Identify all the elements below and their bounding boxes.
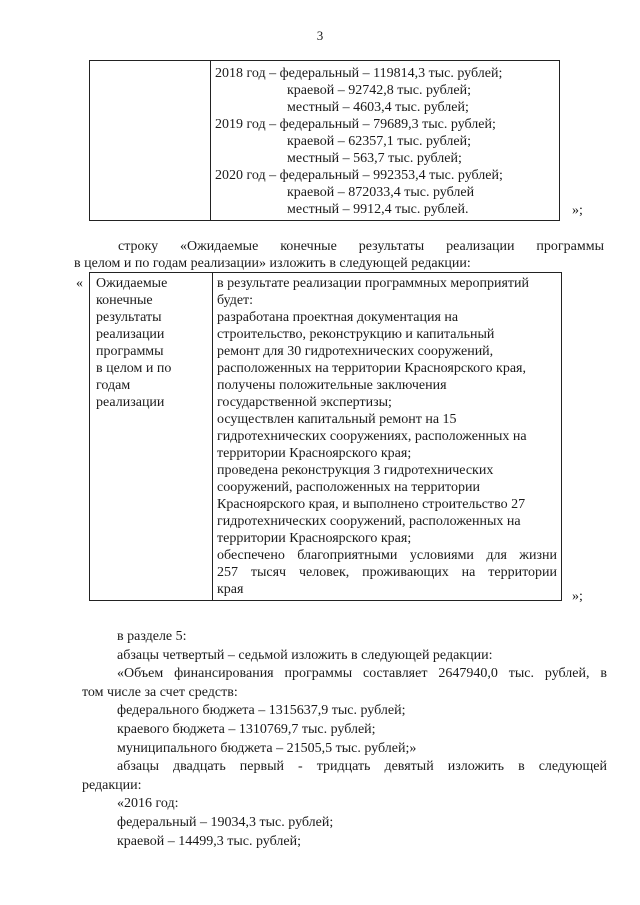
results-label-cell bbox=[90, 273, 213, 601]
result-line: Красноярского края, и выполнено строительство 27 bbox=[217, 497, 526, 512]
closing-quote: »; bbox=[572, 203, 583, 218]
table-cell-label bbox=[90, 61, 211, 221]
result-line: государственной экспертизы; bbox=[217, 395, 392, 410]
table-row bbox=[90, 273, 562, 601]
paragraph-line: федеральный – 19034,3 тыс. рублей; bbox=[117, 814, 334, 830]
opening-quote: « bbox=[76, 276, 83, 291]
result-line: проведена реконструкция 3 гидротехнических bbox=[217, 463, 494, 478]
paragraph-line: краевой – 14499,3 тыс. рублей; bbox=[117, 833, 301, 849]
section5-block bbox=[82, 628, 607, 851]
result-line: разработана проектная документация на bbox=[217, 310, 459, 325]
result-line: края bbox=[217, 582, 244, 597]
paragraph-line: «2016 год: bbox=[117, 796, 179, 812]
funding-line: 2018 год – федеральный – 119814,3 тыс. рублей; bbox=[215, 66, 503, 81]
table-row bbox=[90, 61, 560, 221]
result-line: территории Красноярского края; bbox=[217, 446, 412, 461]
paragraph-line: том числе за счет средств: bbox=[82, 684, 238, 700]
paragraph-line: краевого бюджета – 1310769,7 тыс. рублей; bbox=[117, 721, 376, 737]
funding-line: краевой – 62357,1 тыс. рублей; bbox=[287, 134, 471, 149]
paragraph-line: федерального бюджета – 1315637,9 тыс. рублей; bbox=[117, 703, 406, 719]
section-heading: в разделе 5: bbox=[117, 629, 187, 644]
funding-line: местный – 563,7 тыс. рублей; bbox=[287, 151, 462, 166]
result-line: территории Красноярского края; bbox=[217, 531, 412, 546]
result-line: расположенных на территории Красноярского края, bbox=[217, 361, 526, 376]
results-text-cell bbox=[213, 273, 562, 601]
intro-line: в целом и по годам реализации» изложить в следующей редакции: bbox=[74, 256, 471, 271]
intro-paragraph bbox=[74, 238, 604, 272]
funding-line: 2020 год – федеральный – 992353,4 тыс. рублей; bbox=[215, 168, 503, 183]
label-line: в целом и по bbox=[96, 361, 172, 376]
funding-line: местный – 4603,4 тыс. рублей; bbox=[287, 100, 469, 115]
paragraph-line: «Объем финансирования программы составляет 2647940,0 тыс. рублей, в bbox=[117, 666, 607, 682]
paragraph-line: муниципального бюджета – 21505,5 тыс. рублей;» bbox=[117, 740, 417, 756]
intro-line: строку «Ожидаемые конечные результаты реализации программы bbox=[118, 239, 604, 254]
result-line: получены положительные заключения bbox=[217, 378, 447, 393]
funding-line: краевой – 92742,8 тыс. рублей; bbox=[287, 83, 471, 98]
result-line: гидротехнических сооружений, расположенных на bbox=[217, 514, 521, 529]
page-number: 3 bbox=[316, 28, 324, 43]
result-line: ремонт для 30 гидротехнических сооружений, bbox=[217, 344, 494, 359]
funding-line: 2019 год – федеральный – 79689,3 тыс. рублей; bbox=[215, 117, 496, 132]
result-line: в результате реализации программных мероприятий bbox=[217, 276, 530, 291]
closing-quote: »; bbox=[572, 589, 583, 604]
funding-table bbox=[89, 60, 560, 221]
result-line: 257 тысяч человек, проживающих на территории bbox=[217, 565, 557, 580]
result-line: осуществлен капитальный ремонт на 15 bbox=[217, 412, 457, 427]
label-line: реализации bbox=[96, 395, 165, 410]
funding-line: местный – 9912,4 тыс. рублей. bbox=[287, 202, 469, 217]
table-cell-funding bbox=[211, 61, 560, 221]
label-line: конечные bbox=[96, 293, 153, 308]
results-table bbox=[89, 272, 562, 601]
paragraph-line: абзацы двадцать первый - тридцать девятый изложить в следующей bbox=[117, 759, 607, 775]
paragraph-line: абзацы четвертый – седьмой изложить в следующей редакции: bbox=[117, 647, 493, 663]
label-line: реализации bbox=[96, 327, 165, 342]
result-line: будет: bbox=[217, 293, 254, 308]
result-line: строительство, реконструкцию и капитальный bbox=[217, 327, 495, 342]
label-line: программы bbox=[96, 344, 164, 359]
label-line: годам bbox=[96, 378, 131, 393]
label-line: Ожидаемые bbox=[96, 276, 168, 291]
result-line: сооружений, расположенных на территории bbox=[217, 480, 480, 495]
label-line: результаты bbox=[96, 310, 162, 325]
paragraph-line: редакции: bbox=[82, 777, 142, 793]
result-line: гидротехнических сооружениях, расположенных на bbox=[217, 429, 527, 444]
result-line: обеспечено благоприятными условиями для жизни bbox=[217, 548, 557, 563]
funding-line: краевой – 872033,4 тыс. рублей bbox=[287, 185, 475, 200]
